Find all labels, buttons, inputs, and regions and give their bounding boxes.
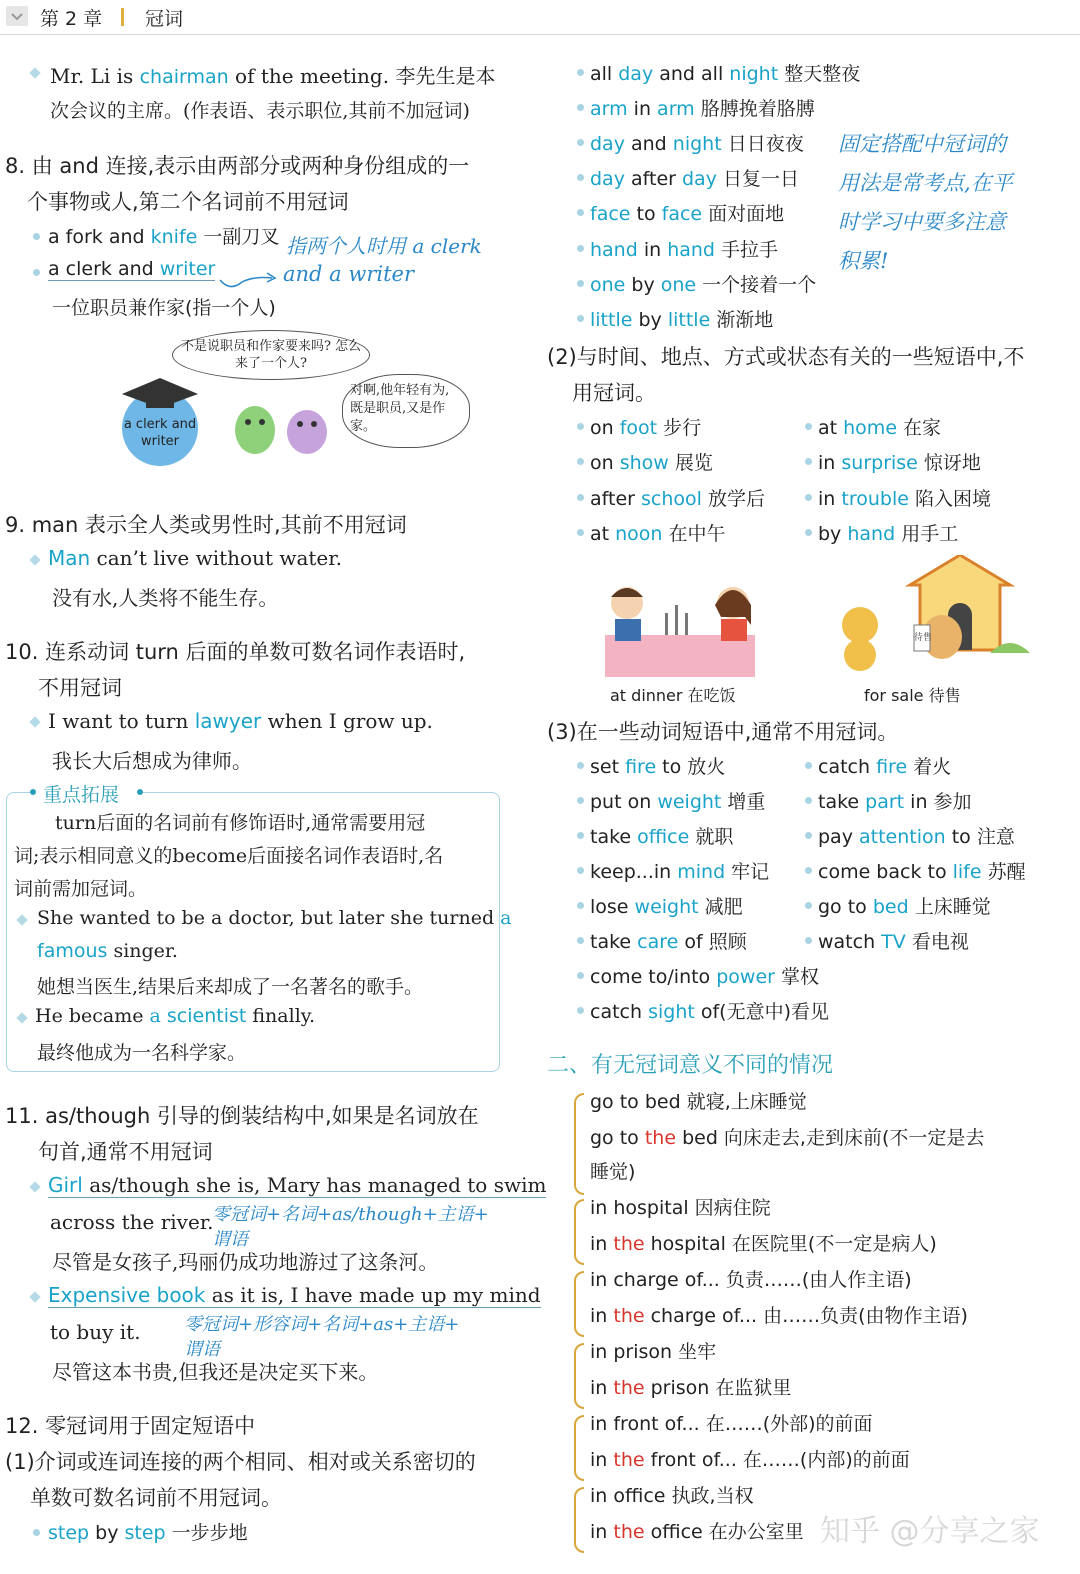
example-book-line2: to buy it. bbox=[50, 1320, 141, 1344]
section-2-line2: 用冠词。 bbox=[572, 381, 656, 405]
brace-icon bbox=[574, 1199, 584, 1265]
text: 在家 bbox=[897, 417, 942, 439]
text: in bbox=[904, 791, 928, 813]
phrase-item bbox=[590, 822, 733, 849]
example-book: Expensive book as it is, I have made up my mind bbox=[48, 1283, 541, 1307]
text: on bbox=[590, 452, 620, 475]
rule-12-title: 12. 零冠词用于固定短语中 bbox=[5, 1414, 256, 1438]
phrase-item bbox=[590, 962, 819, 989]
section-two-heading: 二、有无冠词意义不同的情况 bbox=[547, 1053, 834, 1078]
keyword: trouble bbox=[841, 487, 909, 510]
example-fork-knife: a fork and knife 一副刀叉 bbox=[48, 226, 280, 248]
pair-no-article: in charge of... 负责……(由人作主语) bbox=[590, 1269, 912, 1291]
brace-icon bbox=[574, 1093, 584, 1195]
text: take bbox=[590, 826, 638, 848]
pair-no-article: in front of... 在……(外部)的前面 bbox=[590, 1413, 873, 1435]
bullet-icon bbox=[577, 139, 584, 146]
pair-with-article bbox=[590, 1517, 804, 1544]
handwritten-pattern-1-line2: 谓语 bbox=[212, 1229, 248, 1250]
bullet-icon bbox=[805, 902, 812, 909]
bullet-icon bbox=[577, 104, 584, 111]
rule-8-line1: 8. 由 and 连接,表示由两部分或两种身份组成的一 bbox=[5, 154, 470, 178]
phrase-step-by-step: step by step 一步步地 bbox=[48, 1522, 248, 1544]
header-title: 冠词 bbox=[145, 8, 184, 30]
bullet-icon bbox=[29, 1291, 40, 1302]
keyword: bed bbox=[872, 896, 909, 918]
bullet-icon bbox=[577, 529, 584, 536]
phrase-item bbox=[590, 305, 773, 332]
chapter-label: 第 2 章 bbox=[40, 8, 103, 30]
bullet-icon bbox=[577, 972, 584, 979]
text: in bbox=[637, 238, 668, 261]
text: in bbox=[818, 452, 842, 475]
dinner-caption: at dinner 在吃饭 bbox=[610, 686, 736, 705]
example-clerk-writer-cn: 一位职员兼作家(指一个人) bbox=[52, 297, 276, 319]
phrase-item bbox=[590, 94, 815, 121]
text: to bbox=[656, 756, 682, 778]
keyword: fire bbox=[876, 756, 908, 778]
section-3-title: (3)在一些动词短语中,通常不用冠词。 bbox=[547, 720, 899, 744]
phrase-item bbox=[590, 787, 765, 814]
character-graduate-icon bbox=[110, 360, 210, 470]
for-sale-caption: for sale 待售 bbox=[864, 686, 961, 705]
keyword: fire bbox=[625, 756, 657, 778]
pair-no-article: go to bed 就寝,上床睡觉 bbox=[590, 1091, 807, 1113]
text: in bbox=[590, 1377, 614, 1399]
keyword: hand bbox=[590, 238, 638, 261]
bullet-icon bbox=[577, 245, 584, 252]
phrase-item bbox=[590, 892, 743, 919]
keyword: night bbox=[672, 133, 722, 156]
keyword: day bbox=[590, 168, 625, 191]
text: 面对面地 bbox=[702, 203, 785, 226]
bullet-icon bbox=[805, 762, 812, 769]
bullet-icon bbox=[29, 554, 40, 565]
text: 胳膊挽着胳膊 bbox=[694, 98, 815, 121]
text: by bbox=[632, 308, 668, 331]
phrase-item bbox=[590, 752, 725, 779]
text: keep...in bbox=[590, 861, 678, 883]
tip-note-line3: 时学习中要多注意 bbox=[838, 210, 1006, 234]
text: put on bbox=[590, 791, 658, 813]
text: on bbox=[590, 417, 620, 439]
example-man-cn: 没有水,人类将不能生存。 bbox=[52, 586, 279, 610]
bullet-icon bbox=[805, 832, 812, 839]
box-para-2: 词;表示相同意义的become后面接名词作表语时,名 bbox=[14, 845, 444, 867]
keyword: mind bbox=[677, 861, 726, 883]
keyword: show bbox=[619, 452, 669, 475]
phrase-item bbox=[818, 519, 958, 546]
phrase-item bbox=[590, 927, 747, 954]
phrase-item bbox=[818, 448, 981, 475]
keyword: noon bbox=[615, 522, 663, 545]
text: 日复一日 bbox=[716, 168, 799, 191]
handwritten-pattern-1: 零冠词+名词+as/though+主语+ bbox=[212, 1204, 489, 1225]
phrase-item bbox=[818, 413, 941, 440]
rule-12-sub1: (1)介词或连词连接的两个相同、相对或关系密切的 bbox=[5, 1450, 476, 1474]
bullet-icon bbox=[30, 789, 36, 795]
box-para-1: turn后面的名词前有修饰语时,通常需要用冠 bbox=[55, 812, 426, 834]
example-girl: Girl as/though she is, Mary has managed to swim bbox=[48, 1173, 547, 1197]
bullet-icon bbox=[577, 797, 584, 804]
text: after bbox=[590, 487, 641, 510]
brace-icon bbox=[574, 1487, 584, 1553]
keyword: day bbox=[590, 133, 625, 156]
bullet-icon bbox=[29, 1181, 40, 1192]
pair-no-article: in office 执政,当权 bbox=[590, 1485, 754, 1507]
keyword: school bbox=[641, 487, 702, 510]
text: 展览 bbox=[668, 452, 713, 475]
character-purple-icon bbox=[282, 402, 332, 457]
phrase-item bbox=[590, 519, 726, 546]
text: 一个接着一个 bbox=[696, 273, 817, 296]
pair-with-article bbox=[590, 1301, 968, 1328]
phrase-item bbox=[590, 484, 765, 511]
for-sale-illustration bbox=[830, 555, 1030, 680]
bullet-icon bbox=[577, 423, 584, 430]
example-chairman-line2: 次会议的主席。(作表语、表示职位,其前不加冠词) bbox=[50, 100, 470, 122]
text: charge of... 由……负责(由物作主语) bbox=[644, 1305, 968, 1327]
text: front of... 在……(内部)的前面 bbox=[644, 1449, 910, 1471]
handwritten-note-clerk: 指两个人时用 a clerk bbox=[286, 234, 482, 258]
text: take bbox=[590, 931, 638, 953]
phrase-item bbox=[590, 235, 778, 262]
text: 渐渐地 bbox=[710, 308, 774, 331]
text: by bbox=[818, 522, 848, 545]
keyword: hand bbox=[847, 522, 896, 545]
phrase-item bbox=[590, 413, 701, 440]
example-girl-cn: 尽管是女孩子,玛丽仍成功地游过了这条河。 bbox=[52, 1250, 439, 1274]
arrow-icon bbox=[215, 270, 285, 292]
keyword: attention bbox=[859, 826, 946, 848]
box-example-2: He became a scientist finally. bbox=[35, 1005, 316, 1027]
keyword: hand bbox=[667, 238, 715, 261]
rule-12-sub2: 单数可数名词前不用冠词。 bbox=[30, 1486, 282, 1510]
handwritten-pattern-2: 零冠词+形容词+名词+as+主语+ bbox=[184, 1314, 460, 1335]
box-example-2-cn: 最终他成为一名科学家。 bbox=[37, 1042, 247, 1064]
text: 掌权 bbox=[774, 966, 819, 988]
text: 日日夜夜 bbox=[721, 133, 804, 156]
keyword: part bbox=[865, 791, 905, 813]
box-example-1-cn: 她想当医生,结果后来却成了一名著名的歌手。 bbox=[37, 976, 424, 998]
text: in bbox=[590, 1449, 614, 1471]
text: 参加 bbox=[927, 791, 972, 813]
bullet-icon bbox=[577, 867, 584, 874]
phrase-item bbox=[590, 448, 713, 475]
cartoon-illustration bbox=[110, 330, 480, 480]
for-sale-sign: 待售 bbox=[914, 633, 933, 643]
text: and all bbox=[653, 63, 730, 85]
text: office 在办公室里 bbox=[644, 1521, 804, 1543]
bullet-icon bbox=[33, 1529, 40, 1536]
pair-no-article: in hospital 因病住院 bbox=[590, 1197, 771, 1219]
text: after bbox=[624, 168, 682, 191]
rule-8-line2: 个事物或人,第二个名词前不用冠词 bbox=[27, 190, 349, 214]
text: the bbox=[613, 1305, 645, 1327]
text: to bbox=[630, 203, 662, 226]
bullet-icon bbox=[577, 315, 584, 322]
text: 陷入困境 bbox=[908, 487, 991, 510]
keyword: TV bbox=[881, 931, 906, 953]
text: 用手工 bbox=[895, 522, 959, 545]
phrase-item bbox=[818, 484, 991, 511]
text: take bbox=[818, 791, 866, 813]
text: 就职 bbox=[689, 826, 734, 848]
keyword: little bbox=[590, 308, 633, 331]
text: go to bbox=[590, 1127, 645, 1149]
text: in bbox=[590, 1233, 614, 1255]
phrase-item bbox=[818, 892, 991, 919]
example-book-cn: 尽管这本书贵,但我还是决定买下来。 bbox=[52, 1360, 379, 1384]
keyword: day bbox=[681, 168, 717, 191]
brace-icon bbox=[574, 1415, 584, 1481]
example-man: Man can’t live without water. bbox=[48, 546, 342, 570]
rule-9-title: 9. man 表示全人类或男性时,其前不用冠词 bbox=[5, 513, 407, 537]
speech-bubble-1-text: 不是说职员和作家要来吗? 怎么来了一个人? bbox=[180, 339, 362, 371]
text: in bbox=[818, 487, 842, 510]
text: 惊讶地 bbox=[917, 452, 981, 475]
text: go to bbox=[818, 896, 873, 918]
text: in bbox=[590, 1305, 614, 1327]
bullet-icon bbox=[33, 233, 40, 240]
bullet-icon bbox=[805, 867, 812, 874]
brace-icon bbox=[574, 1271, 584, 1337]
text: hospital 在医院里(不一定是病人) bbox=[644, 1233, 937, 1255]
keyword: day bbox=[618, 63, 654, 85]
keyword: one bbox=[590, 273, 626, 296]
pair-with-article-line2: 睡觉) bbox=[590, 1161, 636, 1183]
rule-11-line2: 句首,通常不用冠词 bbox=[38, 1140, 213, 1164]
text: 减肥 bbox=[698, 896, 743, 918]
handwritten-note-writer: and a writer bbox=[283, 262, 414, 286]
text: 步行 bbox=[657, 417, 702, 439]
bullet-icon bbox=[137, 789, 143, 795]
pair-no-article: in prison 坐牢 bbox=[590, 1341, 717, 1363]
text: of bbox=[678, 931, 703, 953]
phrase-item bbox=[590, 129, 804, 156]
text: 牢记 bbox=[725, 861, 770, 883]
keyword: weight bbox=[634, 896, 699, 918]
text: 着火 bbox=[907, 756, 952, 778]
text: catch bbox=[590, 1001, 649, 1023]
phrase-item bbox=[818, 927, 969, 954]
phrase-item bbox=[590, 59, 860, 86]
keyword: little bbox=[667, 308, 711, 331]
example-chairman: Mr. Li is chairman of the meeting. 李先生是本 bbox=[50, 64, 496, 88]
bullet-icon bbox=[577, 494, 584, 501]
bullet-icon bbox=[577, 280, 584, 287]
example-lawyer: I want to turn lawyer when I grow up. bbox=[48, 709, 433, 733]
keyword: sight bbox=[648, 1001, 695, 1023]
keyword: care bbox=[637, 931, 679, 953]
box-example-1: She wanted to be a doctor, but later she turned a bbox=[37, 907, 512, 929]
text: catch bbox=[818, 756, 877, 778]
text: in bbox=[590, 1521, 614, 1543]
bullet-icon bbox=[577, 1007, 584, 1014]
phrase-item bbox=[818, 787, 972, 814]
phrase-item bbox=[818, 752, 951, 779]
section-2-line1: (2)与时间、地点、方式或状态有关的一些短语中,不 bbox=[547, 345, 1025, 369]
keyword: office bbox=[637, 826, 690, 848]
speech-bubble-2-text: 对啊,他年轻有为,既是职员,又是作家。 bbox=[350, 383, 450, 434]
text: the bbox=[613, 1449, 645, 1471]
keyword: arm bbox=[590, 98, 628, 121]
text: at bbox=[590, 522, 616, 545]
text: by bbox=[625, 273, 661, 296]
bullet-icon bbox=[805, 529, 812, 536]
text: the bbox=[613, 1521, 645, 1543]
keyword: one bbox=[660, 273, 697, 296]
bullet-icon bbox=[33, 269, 40, 276]
text: 在中午 bbox=[662, 522, 726, 545]
keyword: foot bbox=[619, 417, 658, 439]
keyword: weight bbox=[657, 791, 722, 813]
text: and bbox=[624, 133, 673, 156]
tip-note-line4: 积累! bbox=[838, 249, 889, 273]
text: to bbox=[945, 826, 971, 848]
phrase-item bbox=[590, 164, 799, 191]
phrase-item bbox=[818, 857, 1026, 884]
header-bar bbox=[0, 0, 1080, 35]
text: 看电视 bbox=[905, 931, 969, 953]
example-lawyer-cn: 我长大后想成为律师。 bbox=[52, 749, 252, 773]
character-label: a clerk and writer bbox=[123, 417, 197, 449]
text: in bbox=[627, 98, 658, 121]
bullet-icon bbox=[577, 902, 584, 909]
phrase-item bbox=[590, 199, 784, 226]
tip-note-line2: 用法是常考点,在平 bbox=[838, 171, 1013, 195]
text: lose bbox=[590, 896, 635, 918]
keyword: face bbox=[661, 203, 703, 226]
text: 苏醒 bbox=[981, 861, 1026, 883]
keyword: night bbox=[729, 63, 779, 85]
keyword: arm bbox=[657, 98, 695, 121]
text: 手拉手 bbox=[715, 238, 779, 261]
phrase-item bbox=[818, 822, 1015, 849]
character-green-icon bbox=[230, 400, 280, 455]
text: (无意中)看见 bbox=[719, 1001, 829, 1023]
bullet-icon bbox=[577, 209, 584, 216]
keyword: power bbox=[716, 966, 775, 988]
text: pay bbox=[818, 826, 859, 848]
bullet-icon bbox=[577, 174, 584, 181]
keyword: home bbox=[843, 417, 898, 439]
header-divider bbox=[121, 8, 124, 26]
text: at bbox=[818, 417, 844, 439]
example-clerk-writer: a clerk and writer bbox=[48, 258, 216, 280]
text: 上床睡觉 bbox=[908, 896, 991, 918]
bullet-icon bbox=[577, 458, 584, 465]
phrase-item bbox=[590, 857, 769, 884]
bullet-icon bbox=[29, 67, 40, 78]
brace-icon bbox=[574, 1343, 584, 1409]
rule-10-line2: 不用冠词 bbox=[38, 676, 122, 700]
tip-note-line1: 固定搭配中冠词的 bbox=[838, 132, 1006, 156]
keyword: face bbox=[590, 203, 631, 226]
box-example-1-line2: famous singer. bbox=[37, 940, 178, 962]
rule-11-line1: 11. as/though 引导的倒装结构中,如果是名词放在 bbox=[5, 1104, 479, 1128]
bullet-icon bbox=[805, 797, 812, 804]
watermark: 知乎 @分享之家 bbox=[820, 1514, 1040, 1549]
text: the bbox=[613, 1233, 645, 1255]
text: 照顾 bbox=[702, 931, 747, 953]
text: watch bbox=[818, 931, 882, 953]
bullet-icon bbox=[805, 494, 812, 501]
text: 放学后 bbox=[701, 487, 765, 510]
text: all bbox=[590, 63, 619, 85]
text: come to/into bbox=[590, 966, 717, 988]
bullet-icon bbox=[577, 762, 584, 769]
text: the bbox=[613, 1377, 645, 1399]
bullet-icon bbox=[577, 69, 584, 76]
phrase-item bbox=[590, 997, 829, 1024]
text: set bbox=[590, 756, 626, 778]
bullet-icon bbox=[577, 832, 584, 839]
text: 放火 bbox=[681, 756, 726, 778]
pair-with-article bbox=[590, 1373, 791, 1400]
box-para-3: 词前需加冠词。 bbox=[14, 878, 148, 900]
dinner-illustration bbox=[595, 575, 765, 680]
text: the bbox=[644, 1127, 677, 1149]
bullet-icon bbox=[577, 937, 584, 944]
text: prison 在监狱里 bbox=[644, 1377, 792, 1399]
bullet-icon bbox=[805, 458, 812, 465]
text: of bbox=[694, 1001, 720, 1023]
text: 整天整夜 bbox=[778, 63, 861, 85]
chevron-down-icon[interactable] bbox=[6, 6, 28, 26]
box-title: 重点拓展 bbox=[43, 784, 120, 806]
phrase-item bbox=[590, 270, 816, 297]
bullet-icon bbox=[805, 423, 812, 430]
bullet-icon bbox=[805, 937, 812, 944]
example-girl-line2: across the river. bbox=[50, 1210, 214, 1234]
text: 注意 bbox=[970, 826, 1015, 848]
handwritten-pattern-2-line2: 谓语 bbox=[184, 1339, 220, 1360]
pair-with-article bbox=[590, 1445, 910, 1472]
text: 增重 bbox=[721, 791, 766, 813]
rule-10-line1: 10. 连系动词 turn 后面的单数可数名词作表语时, bbox=[5, 640, 466, 664]
pair-with-article bbox=[590, 1229, 937, 1256]
text: bed 向床走去,走到床前(不一定是去 bbox=[676, 1127, 985, 1149]
text: come back to bbox=[818, 861, 953, 883]
pair-with-article bbox=[590, 1123, 984, 1150]
keyword: surprise bbox=[841, 452, 918, 475]
bullet-icon bbox=[29, 716, 40, 727]
keyword: life bbox=[952, 861, 982, 883]
